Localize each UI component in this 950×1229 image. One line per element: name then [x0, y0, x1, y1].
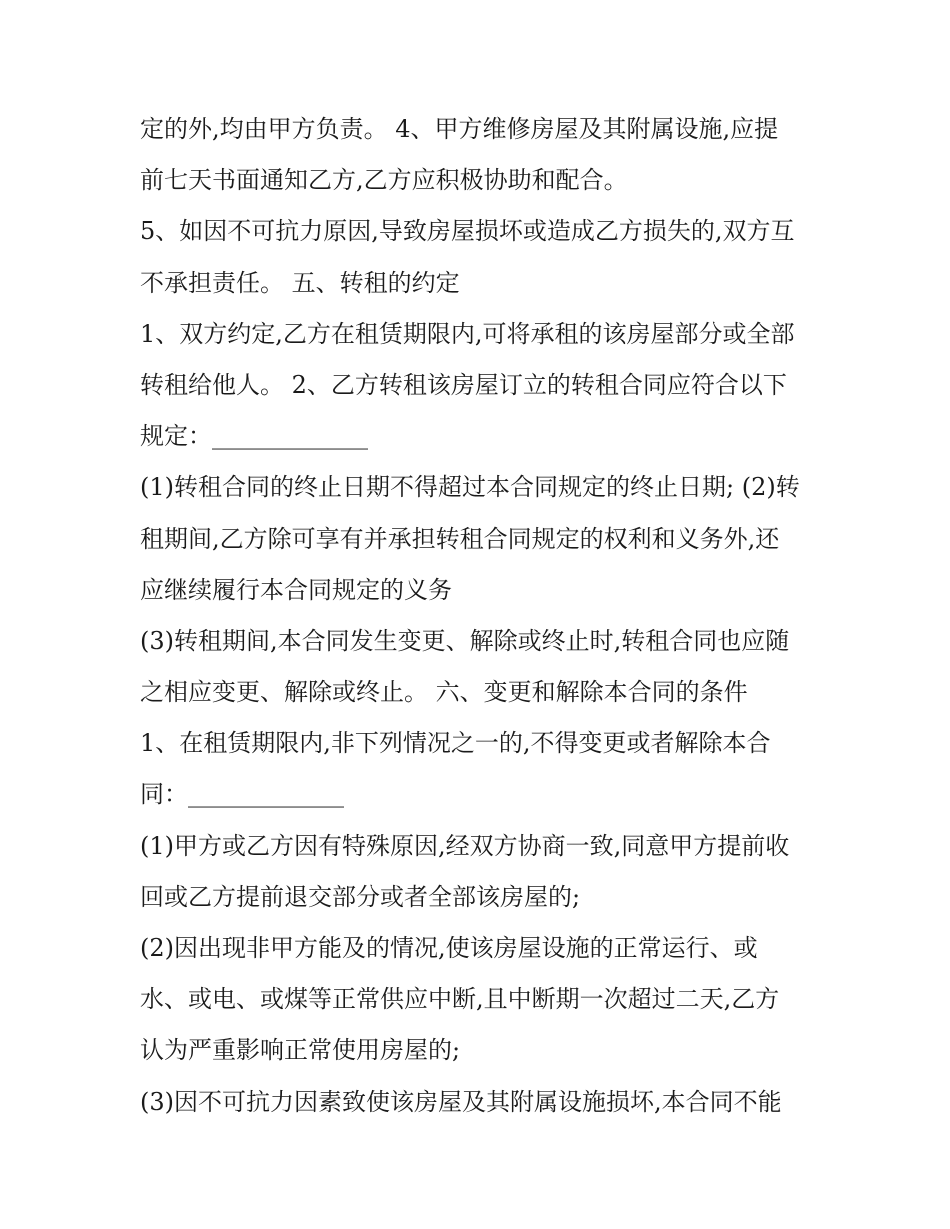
text-line: 定的外,均由甲方负责。 4、甲方维修房屋及其附属设施,应提	[140, 115, 779, 143]
text-line: 应继续履行本合同规定的义务	[140, 575, 452, 604]
text-line: 规定：_____________	[140, 422, 368, 451]
text-line: (3)因不可抗力因素致使该房屋及其附属设施损坏,本合同不能	[140, 1087, 782, 1116]
text-line: (2)因出现非甲方能及的情况,使该房屋设施的正常运行、或	[140, 934, 758, 962]
text-line: (1)转租合同的终止日期不得超过本合同规定的终止日期; (2)转	[140, 473, 800, 502]
text-line: 租期间,乙方除可享有并承担转租合同规定的权利和义务外,还	[140, 524, 780, 553]
contract-body-text	[140, 104, 830, 1128]
text-line: 认为严重影响正常使用房屋的;	[140, 1036, 461, 1065]
text-line: 1、双方约定,乙方在租赁期限内,可将承租的该房屋部分或全部	[140, 319, 795, 348]
text-line: 水、或电、或煤等正常供应中断,且中断期一次超过二天,乙方	[140, 985, 780, 1014]
text-line: 回或乙方提前退交部分或者全部该房屋的;	[140, 882, 581, 911]
text-line: (3)转租期间,本合同发生变更、解除或终止时,转租合同也应随	[140, 626, 790, 655]
text-line: 5、如因不可抗力原因,导致房屋损坏或造成乙方损失的,双方互	[140, 217, 795, 246]
text-line: 同：_____________	[140, 780, 344, 809]
text-line: 不承担责任。 五、转租的约定	[140, 268, 460, 297]
text-line: 1、在租赁期限内,非下列情况之一的,不得变更或者解除本合	[140, 729, 771, 758]
text-line: 前七天书面通知乙方,乙方应积极协助和配合。	[140, 166, 628, 195]
text-line: (1)甲方或乙方因有特殊原因,经双方协商一致,同意甲方提前收	[140, 831, 790, 860]
text-line: 之相应变更、解除或终止。 六、变更和解除本合同的条件	[140, 678, 748, 707]
text-line: 转租给他人。 2、乙方转租该房屋订立的转租合同应符合以下	[140, 370, 787, 399]
